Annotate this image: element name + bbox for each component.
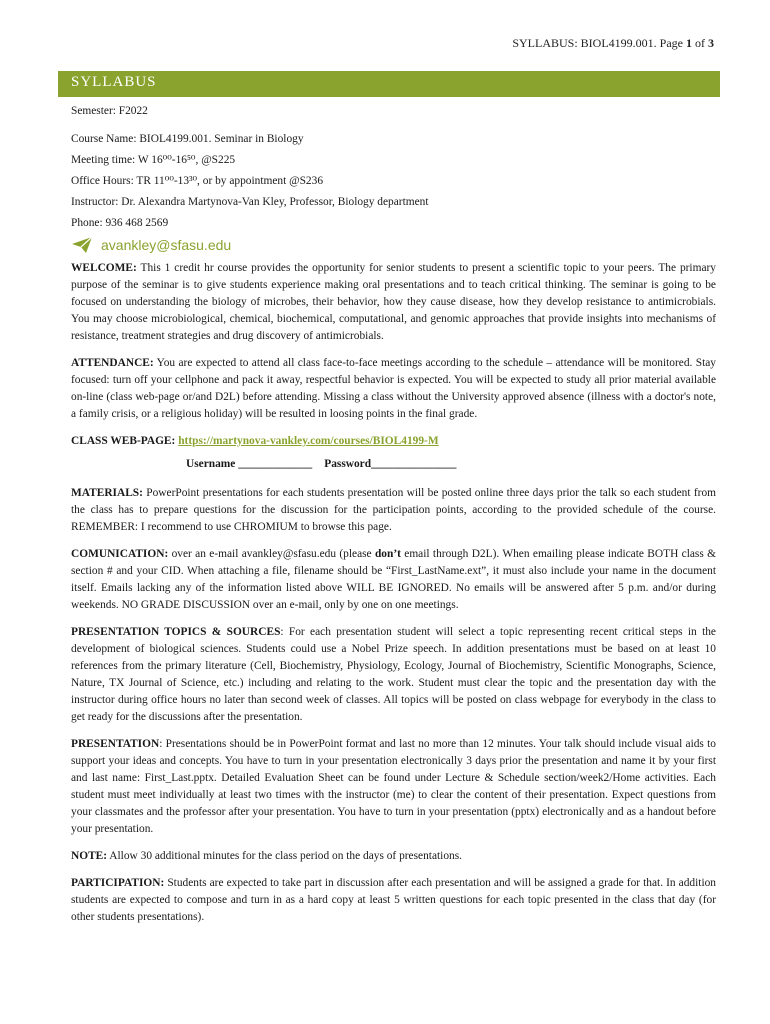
welcome-section xyxy=(71,260,716,345)
send-icon xyxy=(71,236,93,254)
attendance-text: You are expected to attend all class face-to-face meetings according to the schedule – attendance will be monitored. Stay focused: turn off your cellphone and pack it away, respectful behavior is expected. You will be expected to study all prior material available on-line (class web-page or/and D2L) before attending. Missing a class without the University approved absence (illness with a doctor's note, a family crisis, or a religious holiday) will be resulted in loosing points in the final grade. xyxy=(71,357,716,420)
materials-text: PowerPoint presentations for each students presentation will be posted online three days prior the talk so each student from the class has to prepare questions for the discussion for the participation points, according to the provided schedule of the course. REMEMBER: I recommend to use CHROMIUM to browse this page. xyxy=(71,487,716,533)
meeting-time: Meeting time: W 16⁰⁰-16⁵⁰, @S225 xyxy=(71,154,236,166)
password-field: Password_______________ xyxy=(324,458,457,470)
webpage-label: CLASS WEB-PAGE: xyxy=(71,435,176,447)
topics-section xyxy=(71,624,716,726)
course-name: Course Name: BIOL4199.001. Seminar in Biology xyxy=(71,133,304,145)
materials-section xyxy=(71,485,716,536)
presentation-label: PRESENTATION xyxy=(71,738,160,750)
header-of: of xyxy=(692,36,708,50)
note-text: Allow 30 additional minutes for the class period on the days of presentations. xyxy=(107,850,463,862)
note-section xyxy=(71,848,716,865)
materials-label: MATERIALS: xyxy=(71,487,143,499)
semester: Semester: F2022 xyxy=(71,105,148,117)
welcome-label: WELCOME: xyxy=(71,262,137,274)
page-header xyxy=(512,36,714,51)
communication-text-2: email through D2L). When emailing please indicate BOTH class & section # and your CID. When attaching a file, filename should be “First_LastName.ext”, it must also include your name in the document itself. Emails lacking any of the information listed above WILL BE IGNORED. No emails will be answered after 5 p.m. and/or during weekends. NO GRADE DISCUSSION over an e-mail, only by one on one meetings. xyxy=(71,548,716,611)
note-label: NOTE: xyxy=(71,850,108,862)
webpage-section xyxy=(71,433,716,450)
email-link[interactable]: avankley@sfasu.edu xyxy=(101,236,232,253)
header-page-total: 3 xyxy=(708,36,714,50)
welcome-text: This 1 credit hr course provides the opportunity for senior students to present a scientific topic to your peers. The primary purpose of the seminar is to give students experience making oral presentations and to teach critical thinking. The seminar is going to be focused on understanding the biology of microbes, their behavior, how they cause disease, how they develop resistance to antimicrobials. You may choose microbiological, chemical, biochemical, computational, and genomic approaches that provide insights into mechanisms of resistance, treatment strategies and drug discovery of antimicrobials. xyxy=(71,262,716,342)
participation-label: PARTICIPATION: xyxy=(71,877,165,889)
credentials-row xyxy=(186,456,716,473)
webpage-link[interactable]: https://martynova-vankley.com/courses/BIOL4199-M xyxy=(178,435,439,447)
communication-label: COMUNICATION: xyxy=(71,548,169,560)
username-field: Username _____________ xyxy=(186,458,313,470)
participation-section xyxy=(71,875,716,926)
header-prefix: SYLLABUS: BIOL4199.001. Page xyxy=(512,36,686,50)
communication-bold: don’t xyxy=(374,548,401,560)
office-hours: Office Hours: TR 11⁰⁰-13³⁰, or by appointment @S236 xyxy=(71,175,324,187)
topics-text: : For each presentation student will select a topic representing recent critical steps in the development of biological sciences. Students could use a Nobel Prize speech. In addition presentations must be based on at least 10 references from the primary literature (Cell, Biochemistry, Physiology, Ecology, Journal of Biochemistry, Scientific Monographs, Science, Nature, TX Journal of Science, etc.) including and relating to the work. Student must clear the topic and the presentation day with the instructor during office hours no later than second week of classes. All topics will be posted on class webpage for everybody in the class to get ready for the discussions after the presentation. xyxy=(71,626,716,723)
attendance-label: ATTENDANCE: xyxy=(71,357,154,369)
email-row xyxy=(71,236,716,254)
attendance-section xyxy=(71,355,716,423)
communication-text-1: over an e-mail avankley@sfasu.edu (please xyxy=(168,548,375,560)
presentation-text: : Presentations should be in PowerPoint format and last no more than 12 minutes. Your talk should include visual aids to support your ideas and concepts. You have to turn in your presentation electronically 3 days prior the presentation and name it by your first and last name: First_Last.pptx. Detailed Evaluation Sheet can be found under Lecture & Schedule section/week2/Home activities. Each student must meet individually at least two times with the instructor (me) to clear the content of their presentation. Expect questions from your classmates and the professor after your presentation. You have to turn in your presentation (pptx) electronically and as a handout before your presentation. xyxy=(71,738,716,835)
banner-title: SYLLABUS xyxy=(71,74,157,90)
syllabus-content xyxy=(71,103,716,936)
syllabus-banner xyxy=(58,71,720,97)
instructor: Instructor: Dr. Alexandra Martynova-Van Kley, Professor, Biology department xyxy=(71,196,429,208)
participation-text: Students are expected to take part in discussion after each presentation and will be assigned a grade for that. In addition students are expected to compose and turn in as a hard copy at least 5 written questions for each topic presented in the class that day (for other students presentations). xyxy=(71,877,716,923)
topics-label: PRESENTATION TOPICS & SOURCES xyxy=(71,626,281,638)
phone: Phone: 936 468 2569 xyxy=(71,217,169,229)
header-page-current: 1 xyxy=(686,36,692,50)
communication-section xyxy=(71,546,716,614)
presentation-section xyxy=(71,736,716,838)
